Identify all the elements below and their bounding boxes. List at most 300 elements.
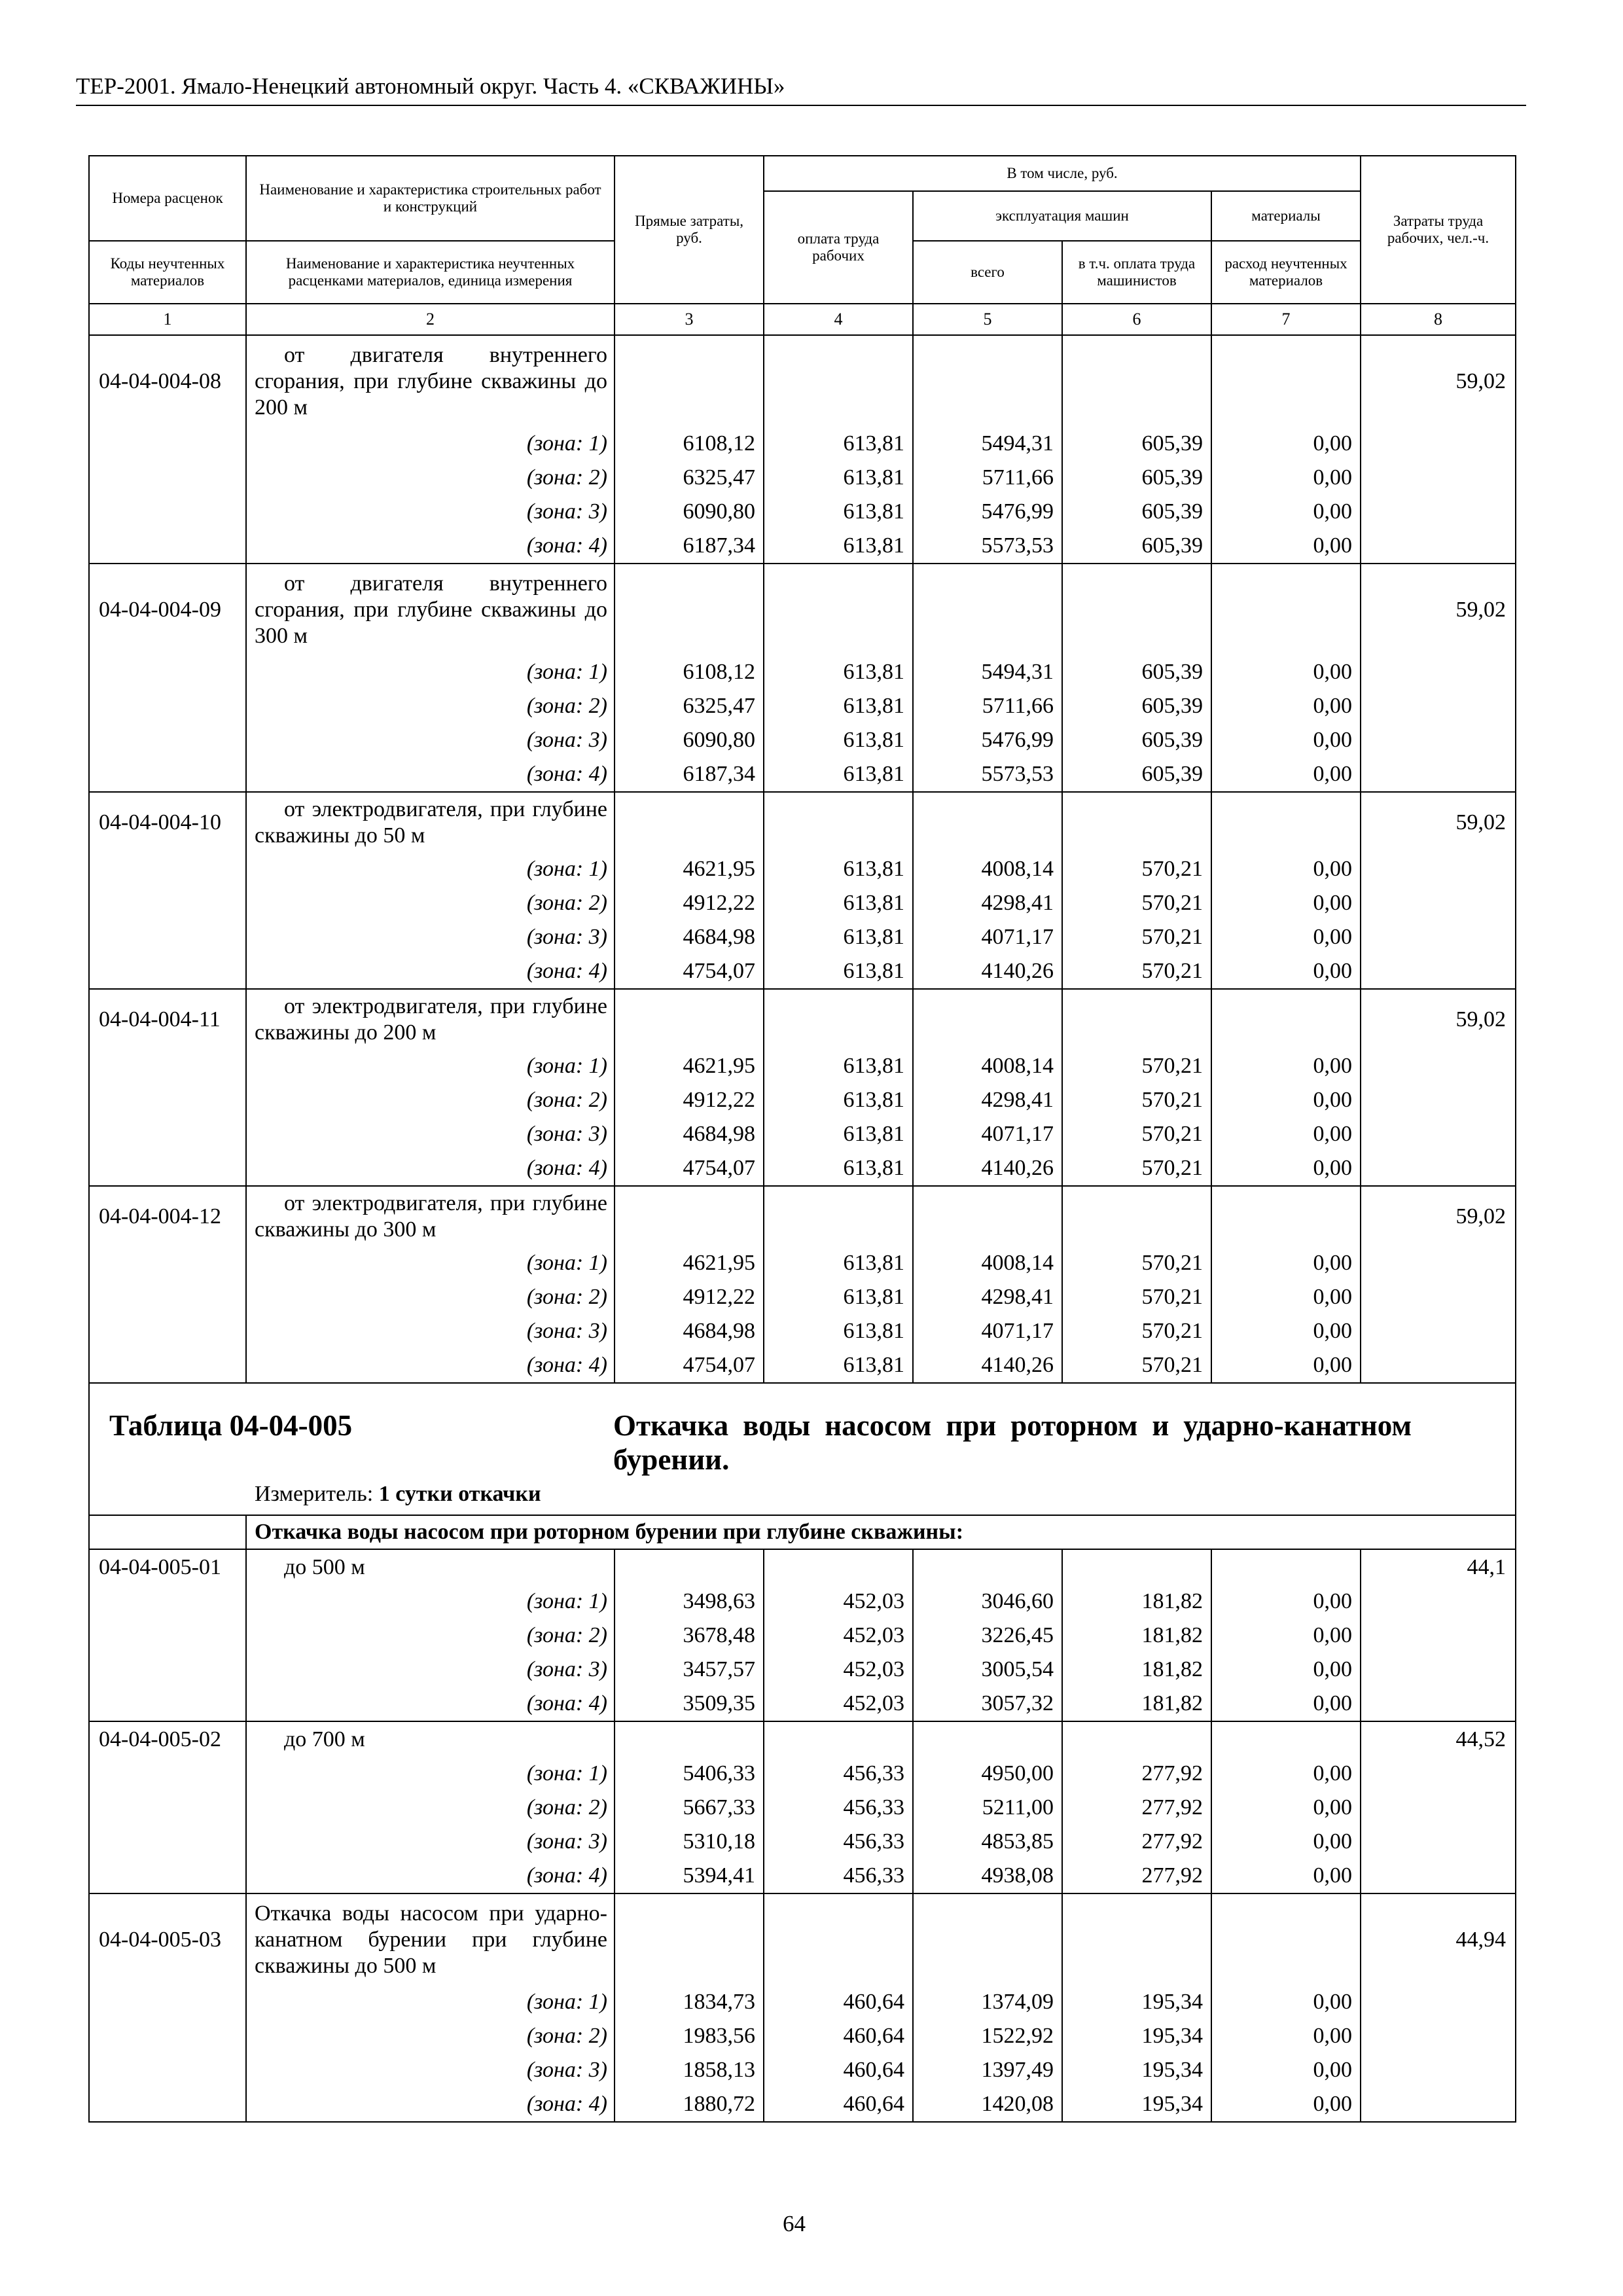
material-costs: 0,00 — [1211, 1859, 1361, 1893]
empty-cell — [615, 1549, 764, 1585]
worker-wages: 613,81 — [764, 920, 913, 954]
rate-code: 04-04-005-03 — [89, 1893, 246, 1985]
direct-costs: 4684,98 — [615, 1314, 764, 1348]
operator-wages: 195,34 — [1062, 1985, 1211, 2019]
zone-row — [89, 1825, 1516, 1859]
material-costs: 0,00 — [1211, 529, 1361, 564]
direct-costs: 6108,12 — [615, 655, 764, 689]
col-material-codes-header: Коды неучтенных материалов — [89, 241, 246, 304]
empty-cell — [615, 989, 764, 1049]
rate-code: 04-04-004-08 — [89, 335, 246, 427]
operator-wages: 570,21 — [1062, 954, 1211, 989]
empty-cell — [1361, 689, 1516, 723]
col-rate-number-header: Номера расценок — [89, 156, 246, 241]
empty-cell — [615, 335, 764, 427]
empty-cell — [1361, 954, 1516, 989]
zone-row — [89, 1049, 1516, 1083]
zone-label: (зона: 2) — [246, 886, 615, 920]
direct-costs: 5667,33 — [615, 1791, 764, 1825]
rate-description-text: до 500 м — [284, 1554, 365, 1579]
empty-cell — [1361, 1280, 1516, 1314]
rate-description-text: от двигателя внутреннего сгорания, при глубине скважины до 300 м — [255, 571, 607, 648]
empty-cell — [615, 1186, 764, 1246]
empty-cell — [89, 1687, 246, 1721]
operator-wages: 570,21 — [1062, 1246, 1211, 1280]
empty-cell — [615, 564, 764, 655]
worker-wages: 452,03 — [764, 1585, 913, 1619]
empty-cell — [89, 1117, 246, 1151]
machine-costs: 4938,08 — [913, 1859, 1062, 1893]
empty-cell — [1211, 1893, 1361, 1985]
operator-wages: 605,39 — [1062, 495, 1211, 529]
machine-costs: 4298,41 — [913, 1280, 1062, 1314]
material-costs: 0,00 — [1211, 1825, 1361, 1859]
worker-wages: 460,64 — [764, 2053, 913, 2087]
worker-wages: 613,81 — [764, 1280, 913, 1314]
worker-wages: 613,81 — [764, 852, 913, 886]
operator-wages: 605,39 — [1062, 529, 1211, 564]
table-title-cell — [89, 1383, 1516, 1515]
empty-cell — [913, 564, 1062, 655]
operator-wages: 605,39 — [1062, 689, 1211, 723]
direct-costs: 6187,34 — [615, 529, 764, 564]
machine-costs: 4853,85 — [913, 1825, 1062, 1859]
material-costs: 0,00 — [1211, 1314, 1361, 1348]
empty-cell — [1361, 1049, 1516, 1083]
empty-cell — [764, 1549, 913, 1585]
rate-entry-row — [89, 1549, 1516, 1585]
table-title: Откачка воды насосом при роторном и ударно-канатном бурении. — [613, 1409, 1412, 1476]
zone-label: (зона: 1) — [246, 427, 615, 461]
rate-entry-row — [89, 989, 1516, 1049]
empty-cell — [764, 335, 913, 427]
empty-cell — [1361, 1348, 1516, 1383]
material-costs: 0,00 — [1211, 1151, 1361, 1186]
page-header-title: ТЕР-2001. Ямало-Ненецкий автономный округ. Часть 4. «СКВАЖИНЫ» — [76, 73, 785, 99]
col-direct-costs-header: Прямые затраты, руб. — [615, 156, 764, 304]
empty-cell — [615, 1893, 764, 1985]
empty-cell — [913, 792, 1062, 852]
rate-description-text: от электродвигателя, при глубине скважины до 300 м — [255, 1191, 607, 1242]
rate-description-text: от электродвигателя, при глубине скважины до 50 м — [255, 797, 607, 848]
operator-wages: 195,34 — [1062, 2087, 1211, 2122]
empty-cell — [1361, 1619, 1516, 1653]
operator-wages: 570,21 — [1062, 1348, 1211, 1383]
measure-value: 1 сутки откачки — [378, 1482, 541, 1506]
machine-costs: 5711,66 — [913, 689, 1062, 723]
empty-cell — [1361, 1314, 1516, 1348]
empty-cell — [1062, 1721, 1211, 1757]
empty-cell — [89, 1619, 246, 1653]
rate-description — [246, 1549, 615, 1585]
worker-wages: 613,81 — [764, 689, 913, 723]
empty-cell — [89, 1246, 246, 1280]
empty-cell — [89, 1791, 246, 1825]
zone-row — [89, 954, 1516, 989]
material-costs: 0,00 — [1211, 954, 1361, 989]
empty-cell — [1361, 757, 1516, 792]
worker-wages: 613,81 — [764, 1151, 913, 1186]
operator-wages: 195,34 — [1062, 2019, 1211, 2053]
empty-cell — [1062, 564, 1211, 655]
direct-costs: 1880,72 — [615, 2087, 764, 2122]
material-costs: 0,00 — [1211, 1791, 1361, 1825]
material-costs: 0,00 — [1211, 655, 1361, 689]
operator-wages: 570,21 — [1062, 1314, 1211, 1348]
zone-label: (зона: 2) — [246, 1083, 615, 1117]
operator-wages: 277,92 — [1062, 1757, 1211, 1791]
rate-description — [246, 1893, 615, 1985]
direct-costs: 4684,98 — [615, 920, 764, 954]
operator-wages: 195,34 — [1062, 2053, 1211, 2087]
zone-row — [89, 1348, 1516, 1383]
operator-wages: 605,39 — [1062, 723, 1211, 757]
material-costs: 0,00 — [1211, 1757, 1361, 1791]
rate-description — [246, 1186, 615, 1246]
material-costs: 0,00 — [1211, 1687, 1361, 1721]
empty-cell — [1361, 461, 1516, 495]
worker-wages: 456,33 — [764, 1825, 913, 1859]
empty-cell — [89, 886, 246, 920]
empty-cell — [1062, 335, 1211, 427]
direct-costs: 3678,48 — [615, 1619, 764, 1653]
worker-wages: 613,81 — [764, 1049, 913, 1083]
empty-cell — [764, 564, 913, 655]
worker-wages: 613,81 — [764, 757, 913, 792]
worker-wages: 460,64 — [764, 1985, 913, 2019]
zone-label: (зона: 4) — [246, 757, 615, 792]
empty-cell — [1361, 1687, 1516, 1721]
worker-wages: 452,03 — [764, 1653, 913, 1687]
machine-costs: 4140,26 — [913, 1348, 1062, 1383]
worker-wages: 452,03 — [764, 1687, 913, 1721]
empty-cell — [1211, 1186, 1361, 1246]
zone-row — [89, 461, 1516, 495]
zone-label: (зона: 4) — [246, 1151, 615, 1186]
rate-entry-row — [89, 335, 1516, 427]
empty-cell — [1361, 1585, 1516, 1619]
column-number: 2 — [246, 304, 615, 335]
zone-row — [89, 1151, 1516, 1186]
rate-entry-row — [89, 1893, 1516, 1985]
direct-costs: 3509,35 — [615, 1687, 764, 1721]
empty-cell — [89, 920, 246, 954]
empty-cell — [913, 989, 1062, 1049]
empty-cell — [89, 1083, 246, 1117]
material-costs: 0,00 — [1211, 2053, 1361, 2087]
empty-cell — [1361, 1757, 1516, 1791]
direct-costs: 5310,18 — [615, 1825, 764, 1859]
direct-costs: 4754,07 — [615, 954, 764, 989]
zone-row — [89, 689, 1516, 723]
operator-wages: 181,82 — [1062, 1619, 1211, 1653]
machine-costs: 1397,49 — [913, 2053, 1062, 2087]
zone-label: (зона: 2) — [246, 461, 615, 495]
material-costs: 0,00 — [1211, 1246, 1361, 1280]
direct-costs: 6108,12 — [615, 427, 764, 461]
worker-wages: 613,81 — [764, 495, 913, 529]
rate-code: 04-04-005-01 — [89, 1549, 246, 1585]
empty-cell — [1361, 1246, 1516, 1280]
zone-row — [89, 1280, 1516, 1314]
empty-cell — [89, 1653, 246, 1687]
machine-costs: 3005,54 — [913, 1653, 1062, 1687]
labor-cost: 44,94 — [1361, 1893, 1516, 1985]
page-number: 64 — [783, 2211, 806, 2236]
operator-wages: 570,21 — [1062, 886, 1211, 920]
measure-label: Измеритель: — [255, 1482, 379, 1506]
zone-label: (зона: 1) — [246, 655, 615, 689]
rate-description-text: до 700 м — [284, 1727, 365, 1751]
zone-label: (зона: 1) — [246, 1985, 615, 2019]
direct-costs: 6325,47 — [615, 689, 764, 723]
zone-label: (зона: 2) — [246, 689, 615, 723]
empty-cell — [1361, 1083, 1516, 1117]
operator-wages: 605,39 — [1062, 427, 1211, 461]
empty-cell — [1361, 495, 1516, 529]
empty-cell — [1361, 1151, 1516, 1186]
rate-code: 04-04-005-02 — [89, 1721, 246, 1757]
empty-cell — [1361, 655, 1516, 689]
material-costs: 0,00 — [1211, 2019, 1361, 2053]
machine-costs: 5494,31 — [913, 427, 1062, 461]
zone-row — [89, 886, 1516, 920]
empty-cell — [1211, 792, 1361, 852]
operator-wages: 570,21 — [1062, 1117, 1211, 1151]
empty-cell — [89, 529, 246, 564]
direct-costs: 6090,80 — [615, 723, 764, 757]
direct-costs: 4621,95 — [615, 1049, 764, 1083]
zone-row — [89, 1619, 1516, 1653]
rate-description-text: от двигателя внутреннего сгорания, при глубине скважины до 200 м — [255, 342, 607, 420]
worker-wages: 613,81 — [764, 529, 913, 564]
zone-row — [89, 757, 1516, 792]
col-wages-header: оплата труда рабочих — [764, 191, 913, 304]
zone-label: (зона: 2) — [246, 1791, 615, 1825]
zone-row — [89, 2019, 1516, 2053]
empty-cell — [913, 335, 1062, 427]
direct-costs: 4754,07 — [615, 1348, 764, 1383]
rate-description — [246, 792, 615, 852]
empty-cell — [1361, 1859, 1516, 1893]
zone-label: (зона: 3) — [246, 2053, 615, 2087]
direct-costs: 1983,56 — [615, 2019, 764, 2053]
machine-costs: 4071,17 — [913, 920, 1062, 954]
labor-cost: 59,02 — [1361, 1186, 1516, 1246]
zone-row — [89, 1757, 1516, 1791]
col-operators-wages-header: в т.ч. оплата труда машинистов — [1062, 241, 1211, 304]
zone-label: (зона: 1) — [246, 1757, 615, 1791]
empty-cell — [89, 1825, 246, 1859]
labor-cost: 59,02 — [1361, 335, 1516, 427]
operator-wages: 277,92 — [1062, 1825, 1211, 1859]
empty-cell — [1361, 529, 1516, 564]
operator-wages: 277,92 — [1062, 1791, 1211, 1825]
empty-cell — [1211, 335, 1361, 427]
machine-costs: 5711,66 — [913, 461, 1062, 495]
zone-row — [89, 1791, 1516, 1825]
empty-cell — [89, 427, 246, 461]
empty-cell — [89, 757, 246, 792]
material-costs: 0,00 — [1211, 2087, 1361, 2122]
empty-cell — [1361, 2053, 1516, 2087]
price-table — [88, 155, 1516, 2123]
operator-wages: 605,39 — [1062, 461, 1211, 495]
machine-costs: 4950,00 — [913, 1757, 1062, 1791]
machine-costs: 5573,53 — [913, 529, 1062, 564]
empty-cell — [89, 1757, 246, 1791]
machine-costs: 4140,26 — [913, 1151, 1062, 1186]
rate-entry-row — [89, 792, 1516, 852]
machine-costs: 4071,17 — [913, 1117, 1062, 1151]
zone-label: (зона: 1) — [246, 1049, 615, 1083]
zone-row — [89, 1687, 1516, 1721]
zone-label: (зона: 2) — [246, 1619, 615, 1653]
machine-costs: 5573,53 — [913, 757, 1062, 792]
material-costs: 0,00 — [1211, 461, 1361, 495]
empty-cell — [89, 2053, 246, 2087]
empty-cell — [913, 1549, 1062, 1585]
empty-cell — [1062, 1893, 1211, 1985]
material-costs: 0,00 — [1211, 1049, 1361, 1083]
labor-cost: 59,02 — [1361, 564, 1516, 655]
direct-costs: 3457,57 — [615, 1653, 764, 1687]
empty-cell — [1211, 1549, 1361, 1585]
empty-cell — [89, 1049, 246, 1083]
direct-costs: 4754,07 — [615, 1151, 764, 1186]
machine-costs: 5476,99 — [913, 723, 1062, 757]
operator-wages: 181,82 — [1062, 1653, 1211, 1687]
rate-description-text: от электродвигателя, при глубине скважины до 200 м — [255, 994, 607, 1045]
worker-wages: 613,81 — [764, 886, 913, 920]
zone-row — [89, 495, 1516, 529]
material-costs: 0,00 — [1211, 1985, 1361, 2019]
col-group-header: В том числе, руб. — [764, 156, 1361, 191]
empty-cell — [764, 1893, 913, 1985]
worker-wages: 460,64 — [764, 2019, 913, 2053]
empty-cell — [1361, 1117, 1516, 1151]
worker-wages: 613,81 — [764, 954, 913, 989]
empty-cell — [1361, 2019, 1516, 2053]
empty-cell — [764, 792, 913, 852]
table-label: Таблица 04-04-005 — [109, 1409, 353, 1442]
zone-row — [89, 1117, 1516, 1151]
zone-label: (зона: 3) — [246, 1314, 615, 1348]
empty-cell — [89, 1985, 246, 2019]
empty-cell — [89, 2087, 246, 2122]
rate-code: 04-04-004-11 — [89, 989, 246, 1049]
machine-costs: 3057,32 — [913, 1687, 1062, 1721]
empty-cell — [89, 723, 246, 757]
col-unaccounted-materials-header: расход неучтенных материалов — [1211, 241, 1361, 304]
empty-cell — [1361, 1653, 1516, 1687]
empty-cell — [89, 655, 246, 689]
column-number: 8 — [1361, 304, 1516, 335]
rate-entry-row — [89, 1186, 1516, 1246]
empty-cell — [89, 1314, 246, 1348]
worker-wages: 613,81 — [764, 1348, 913, 1383]
table-measure — [255, 1482, 541, 1507]
material-costs: 0,00 — [1211, 1117, 1361, 1151]
material-costs: 0,00 — [1211, 757, 1361, 792]
rate-code: 04-04-004-12 — [89, 1186, 246, 1246]
worker-wages: 613,81 — [764, 461, 913, 495]
direct-costs: 4621,95 — [615, 852, 764, 886]
empty-cell — [764, 989, 913, 1049]
material-costs: 0,00 — [1211, 427, 1361, 461]
material-costs: 0,00 — [1211, 1348, 1361, 1383]
column-number: 5 — [913, 304, 1062, 335]
material-costs: 0,00 — [1211, 689, 1361, 723]
zone-row — [89, 1859, 1516, 1893]
empty-cell — [1361, 2087, 1516, 2122]
worker-wages: 456,33 — [764, 1859, 913, 1893]
zone-label: (зона: 4) — [246, 954, 615, 989]
worker-wages: 613,81 — [764, 723, 913, 757]
empty-cell — [1211, 1721, 1361, 1757]
direct-costs: 4621,95 — [615, 1246, 764, 1280]
material-costs: 0,00 — [1211, 1585, 1361, 1619]
empty-cell — [1062, 989, 1211, 1049]
zone-label: (зона: 4) — [246, 529, 615, 564]
column-number: 1 — [89, 304, 246, 335]
machine-costs: 4008,14 — [913, 852, 1062, 886]
labor-cost: 44,1 — [1361, 1549, 1516, 1585]
worker-wages: 613,81 — [764, 1117, 913, 1151]
rate-description-text: Откачка воды насосом при ударно-канатном бурении при глубине скважины до 500 м — [255, 1901, 607, 1978]
empty-cell — [89, 1515, 246, 1549]
operator-wages: 181,82 — [1062, 1687, 1211, 1721]
operator-wages: 277,92 — [1062, 1859, 1211, 1893]
col-material-name-header: Наименование и характеристика неучтенных расценками материалов, единица измерения — [246, 241, 615, 304]
worker-wages: 456,33 — [764, 1757, 913, 1791]
zone-label: (зона: 1) — [246, 852, 615, 886]
worker-wages: 613,81 — [764, 1246, 913, 1280]
operator-wages: 570,21 — [1062, 1151, 1211, 1186]
empty-cell — [89, 689, 246, 723]
empty-cell — [1062, 1549, 1211, 1585]
material-costs: 0,00 — [1211, 1280, 1361, 1314]
machine-costs: 1420,08 — [913, 2087, 1062, 2122]
machine-costs: 4008,14 — [913, 1246, 1062, 1280]
worker-wages: 456,33 — [764, 1791, 913, 1825]
machine-costs: 5476,99 — [913, 495, 1062, 529]
empty-cell — [1361, 852, 1516, 886]
col-work-name-header: Наименование и характеристика строительных работ и конструкций — [246, 156, 615, 241]
empty-cell — [615, 792, 764, 852]
machine-costs: 5211,00 — [913, 1791, 1062, 1825]
operator-wages: 605,39 — [1062, 655, 1211, 689]
zone-row — [89, 529, 1516, 564]
empty-cell — [89, 1151, 246, 1186]
empty-cell — [913, 1186, 1062, 1246]
rate-description — [246, 564, 615, 655]
empty-cell — [89, 1348, 246, 1383]
empty-cell — [1062, 1186, 1211, 1246]
worker-wages: 613,81 — [764, 655, 913, 689]
col-materials-header: материалы — [1211, 191, 1361, 241]
material-costs: 0,00 — [1211, 1653, 1361, 1687]
zone-label: (зона: 3) — [246, 723, 615, 757]
worker-wages: 613,81 — [764, 1083, 913, 1117]
operator-wages: 605,39 — [1062, 757, 1211, 792]
machine-costs: 4298,41 — [913, 1083, 1062, 1117]
empty-cell — [1361, 427, 1516, 461]
zone-row — [89, 655, 1516, 689]
empty-cell — [89, 461, 246, 495]
operator-wages: 570,21 — [1062, 1083, 1211, 1117]
zone-label: (зона: 1) — [246, 1585, 615, 1619]
